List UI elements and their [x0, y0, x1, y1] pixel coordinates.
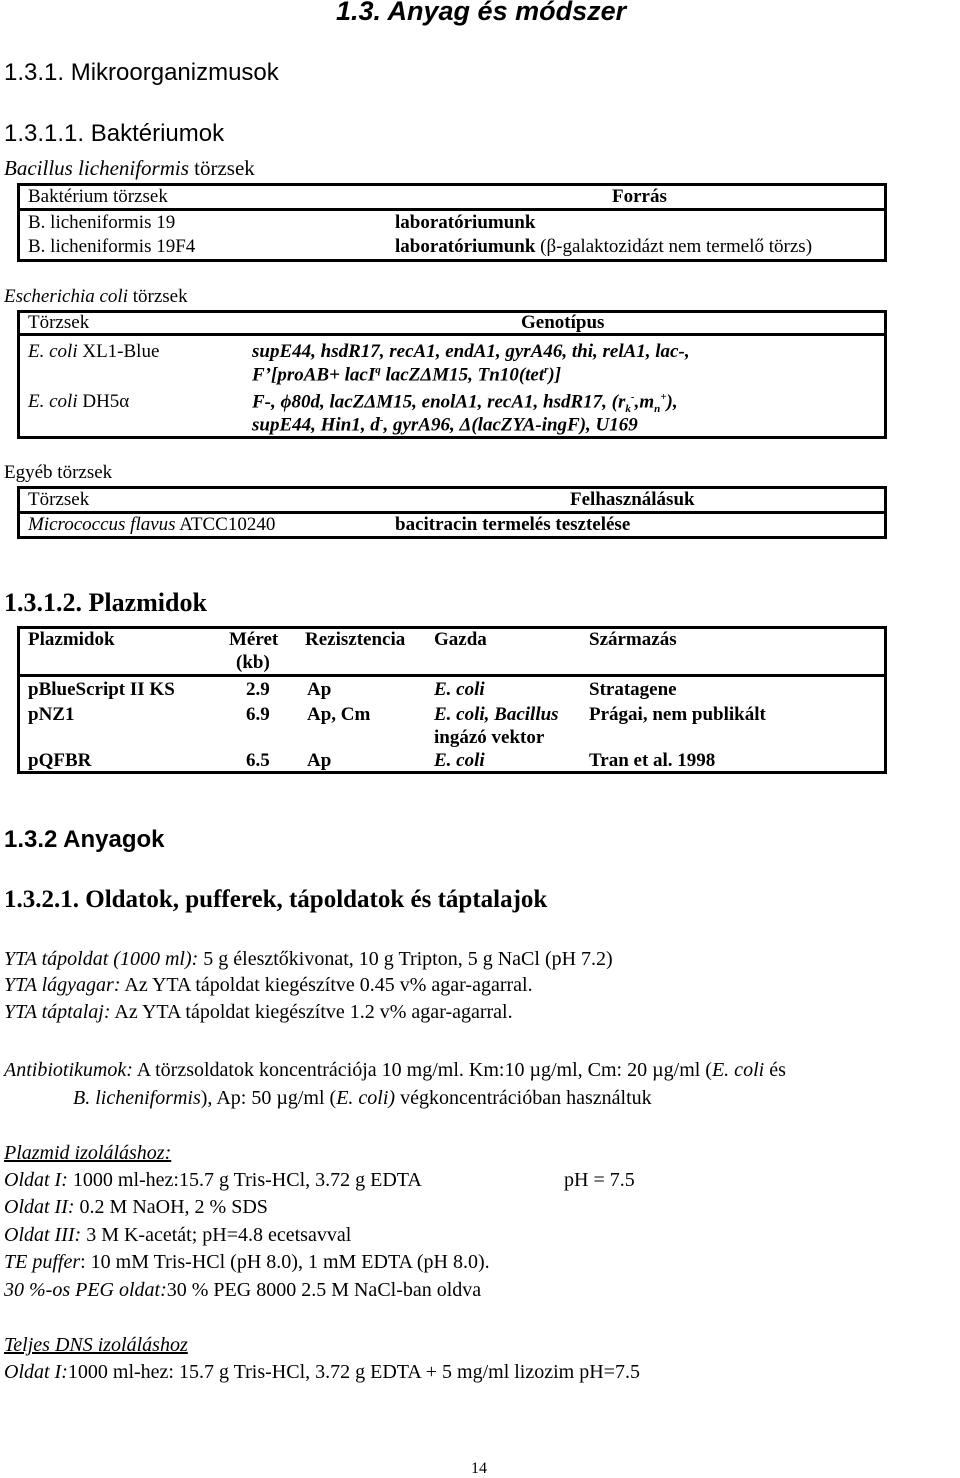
genotype-xl1-line1: supE44, hsdR17, recA1, endA1, gyrA46, thi, relA1, lac-, — [252, 341, 690, 362]
solution-ph: pH = 7.5 — [564, 1169, 635, 1191]
page-number: 14 — [471, 1460, 487, 1477]
plasmid-size: 6.9 — [246, 704, 270, 725]
media-line: YTA lágyagar: Az YTA tápoldat kiegészítve 0.45 v% agar-agarral. — [4, 974, 533, 996]
plasmid-name: pNZ1 — [28, 704, 75, 725]
plasmid-resistance: Ap — [307, 750, 332, 771]
plasmid-resistance: Ap, Cm — [307, 704, 371, 725]
genotype-xl1-line2: F’[proAB+ lacI$^q$ lacZΔM15, Tn10(tet$^r$)] — [252, 364, 562, 386]
plasmid-size: 2.9 — [246, 679, 270, 700]
solution-line: Oldat III: 3 M K-acetát; pH=4.8 ecetsavval — [4, 1224, 352, 1246]
genotype-dh5a-line2: supE44, Hin1, d-, gyrA96, Δ(lacZYA-ingF), U169 — [252, 414, 638, 436]
table-divider — [17, 333, 887, 336]
ecoli-caption: Escherichia coli törzsek — [4, 286, 188, 307]
other-strain: Micrococcus flavus ATCC10240 — [28, 514, 276, 535]
table-row: B. licheniformis 19F4 — [28, 236, 196, 257]
plasmid-header-size-unit: (kb) — [236, 652, 270, 673]
solution-line: 30 %-os PEG oldat:30 % PEG 8000 2.5 M NaCl-ban oldva — [4, 1279, 482, 1301]
other-header-use: Felhasználásuk — [570, 489, 695, 510]
table-row: B. licheniformis 19 — [28, 212, 176, 233]
genotype-dh5a-line1: F-, ϕ80d, lacZΔM15, enolA1, recA1, hsdR17, $(r_k^-,m_n^+)$, — [252, 391, 678, 416]
ecoli-strain-dh5a: E. coli DH5α — [28, 391, 130, 412]
solution-line: TE puffer: 10 mM Tris-HCl (pH 8.0), 1 mM EDTA (pH 8.0). — [4, 1251, 490, 1273]
plasmid-host: E. coli — [434, 750, 485, 771]
plasmid-host-note: ingázó vektor — [434, 727, 545, 748]
other-use: bacitracin termelés tesztelése — [395, 514, 631, 535]
bacillus-source-2: laboratóriumunk (β-galaktozidázt nem termelő törzs) — [395, 236, 813, 257]
plasmid-origin: Prágai, nem publikált — [589, 704, 766, 725]
antibiotics-line-2: B. licheniformis), Ap: 50 µg/ml (E. coli) végkoncentrációban használtuk — [73, 1087, 652, 1109]
solution-line: Oldat I:1000 ml-hez: 15.7 g Tris-HCl, 3.72 g EDTA + 5 mg/ml lizozim pH=7.5 — [4, 1361, 640, 1383]
plasmid-name: pQFBR — [28, 750, 92, 771]
table-divider — [17, 208, 887, 211]
plasmid-header-resistance: Rezisztencia — [305, 629, 406, 650]
table-divider — [17, 674, 887, 677]
plasmid-name: pBlueScript II KS — [28, 679, 175, 700]
bacillus-header-strain: Baktérium törzsek — [28, 186, 168, 207]
ecoli-header-genotype: Genotípus — [521, 312, 605, 333]
heading-bacteria: 1.3.1.1. Baktériumok — [4, 120, 225, 147]
antibiotics-line-1: Antibiotikumok: A törzsoldatok koncentrációja 10 mg/ml. Km:10 µg/ml, Cm: 20 µg/ml (E. coli és — [4, 1059, 786, 1081]
plasmid-origin: Stratagene — [589, 679, 677, 700]
heading-plasmids: 1.3.1.2. Plazmidok — [4, 588, 207, 617]
bacillus-header-source: Forrás — [612, 186, 667, 207]
plasmid-header-size: Méret — [229, 629, 279, 650]
plasmid-host: E. coli — [434, 679, 485, 700]
other-header-strain: Törzsek — [28, 489, 90, 510]
other-caption: Egyéb törzsek — [4, 462, 113, 483]
solution-line: Oldat I: 1000 ml-hez:15.7 g Tris-HCl, 3.72 g EDTA — [4, 1169, 422, 1191]
plasmid-header-name: Plazmidok — [28, 629, 115, 650]
section-title: 1.3. Anyag és módszer — [336, 0, 627, 26]
plasmid-header-origin: Származás — [589, 629, 677, 650]
ecoli-strain-xl1: E. coli XL1-Blue — [28, 341, 160, 362]
plasmid-resistance: Ap — [307, 679, 332, 700]
solution-line: Oldat II: 0.2 M NaOH, 2 % SDS — [4, 1196, 268, 1218]
media-line: YTA táptalaj: Az YTA tápoldat kiegészítve 1.2 v% agar-agarral. — [4, 1001, 513, 1023]
heading-materials: 1.3.2 Anyagok — [4, 826, 165, 853]
media-line: YTA tápoldat (1000 ml): 5 g élesztőkivonat, 10 g Tripton, 5 g NaCl (pH 7.2) — [4, 948, 613, 970]
heading-solutions: 1.3.2.1. Oldatok, pufferek, tápoldatok és táptalajok — [4, 886, 548, 913]
plasmid-host: E. coli, Bacillus — [434, 704, 559, 725]
heading-microorganisms: 1.3.1. Mikroorganizmusok — [4, 59, 279, 86]
plasmid-header-host: Gazda — [434, 629, 487, 650]
plasmid-isolation-heading: Plazmid izoláláshoz: — [4, 1142, 172, 1164]
plasmid-origin: Tran et al. 1998 — [589, 750, 716, 771]
plasmid-size: 6.5 — [246, 750, 270, 771]
bacillus-caption: Bacillus licheniformis törzsek — [4, 156, 255, 180]
ecoli-header-strain: Törzsek — [28, 312, 90, 333]
dna-isolation-heading: Teljes DNS izoláláshoz — [4, 1334, 188, 1356]
bacillus-source-1: laboratóriumunk — [395, 212, 536, 233]
